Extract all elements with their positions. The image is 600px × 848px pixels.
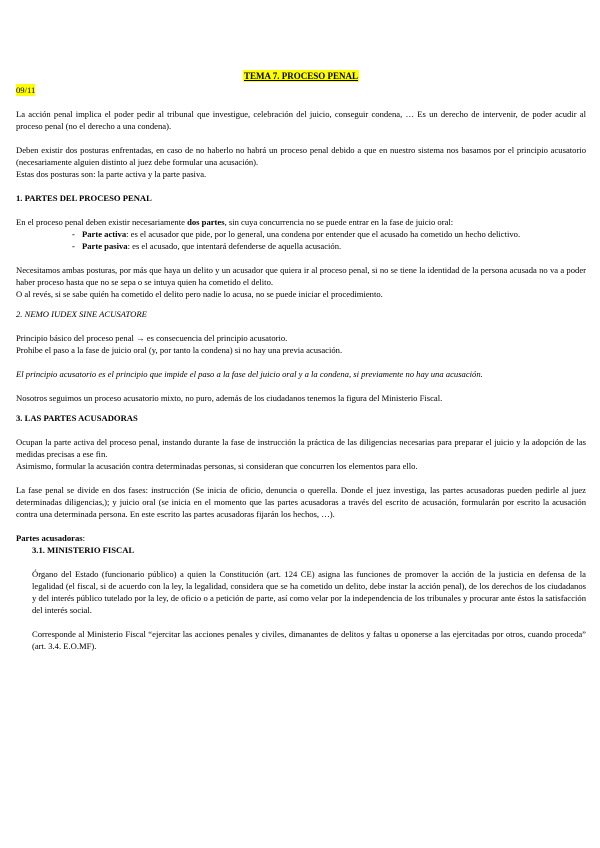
section-1-paragraph-3: O al revés, si se sabe quién ha cometido el delito pero nadie lo acusa, no se puede iniciar el procedimiento.: [16, 289, 383, 299]
section-heading-2: 2. NEMO IUDEX SINE ACUSATORE: [16, 309, 147, 319]
section-1-paragraph-1: En el proceso penal deben existir necesariamente dos partes, sin cuya concurrencia no se puede entrar en la fase de juicio oral:: [16, 217, 454, 227]
section-2-paragraph-2: Prohibe el paso a la fase de juicio oral (y, por tanto la condena) si no hay una previa acusación.: [16, 345, 343, 355]
section-3-paragraph-3: La fase penal se divide en dos fases: instrucción (Se inicia de oficio, denuncia o querella. Donde el juez investiga, las partes acusadoras pueden pedirle al juez determinadas diligencias,); y juicio oral (se inicia en el momento que las partes acusadoras a través del escrito de acusación, formularán por escrito la acusación contra una determinada persona. En este escrito las partes acusadoras fijarán los hechos, …).: [16, 485, 586, 519]
parties-list: [16, 228, 586, 252]
section-3-paragraph-2: Asimismo, formular la acusación contra determinadas personas, si consideran que concurren los elementos para ello.: [16, 461, 418, 471]
section-2-paragraph-1: Principio básico del proceso penal → es consecuencia del principio acusatorio.: [16, 333, 288, 343]
accusing-parties-label: Partes acusadoras:: [16, 533, 85, 543]
subsection-heading-3-1: 3.1. MINISTERIO FISCAL: [32, 545, 135, 555]
section-1-paragraph-2: Necesitamos ambas posturas, por más que haya un delito y un acusador que quiera ir al proceso penal, si no se tiene la identidad de la persona acusada no va a poder haber proceso hasta que no se sepa o se intuya quien ha cometido el delito.: [16, 265, 586, 287]
section-2-paragraph-3: El principio acusatorio es el principio que impide el paso a la fase del juicio oral y a la condena, si previamente no hay una acusación.: [16, 369, 483, 379]
section-heading-1: 1. PARTES DEL PROCESO PENAL: [16, 193, 152, 203]
section-3-paragraph-1: Ocupan la parte activa del proceso penal, instando durante la fase de instrucción la práctica de las diligencias necesarias para preparar el juicio y la adopción de las medidas precisas a ese fin.: [16, 437, 586, 459]
date-label: 09/11: [16, 85, 36, 95]
ministerio-fiscal-paragraph-2: Corresponde al Ministerio Fiscal “ejercitar las acciones penales y civiles, dimanantes de delitos y faltas u oponerse a las ejercitadas por otros, cuando proceda” (art. 3.4. E.O.MF).: [32, 629, 586, 651]
section-heading-3: 3. LAS PARTES ACUSADORAS: [16, 413, 138, 423]
list-item: - Parte activa: es el acusador que pide, por lo general, una condena por entender que el acusado ha cometido un hecho delictivo.: [72, 228, 586, 240]
ministerio-fiscal-paragraph-1: Órgano del Estado (funcionario público) a quien la Constitución (art. 124 CE) asigna las funciones de promover la acción de la justicia en defensa de la legalidad (el fiscal, si de acuerdo con la ley, la legalidad, considera que se ha cometido un delito, debe instar la acción penal), de los derechos de los ciudadanos y del interés público tutelado por la ley, de oficio o a petición de parte, así como velar por la independencia de los tribunales y procurar ante éstos la satisfacción del interés social.: [32, 569, 586, 615]
document-page: [16, 70, 586, 652]
intro-paragraph-1: La acción penal implica el poder pedir al tribunal que investigue, celebración del juicio, conseguir condena, … Es un derecho de intervenir, de poder acudir al proceso penal (no el derecho a una condena).: [16, 109, 586, 131]
document-title: TEMA 7. PROCESO PENAL: [243, 71, 358, 81]
list-item: - Parte pasiva: es el acusado, que intentará defenderse de aquella acusación.: [72, 240, 586, 252]
intro-paragraph-2: Deben existir dos posturas enfrentadas, en caso de no haberlo no habrá un proceso penal debido a que en nuestro sistema nos basamos por el principio acusatorio (necesariamente alguien distinto al juez debe formular una acusación).: [16, 145, 586, 167]
section-2-paragraph-4: Nosotros seguimos un proceso acusatorio mixto, no puro, además de los ciudadanos tenemos la figura del Ministerio Fiscal.: [16, 393, 443, 403]
intro-paragraph-3: Estas dos posturas son: la parte activa y la parte pasiva.: [16, 169, 207, 179]
